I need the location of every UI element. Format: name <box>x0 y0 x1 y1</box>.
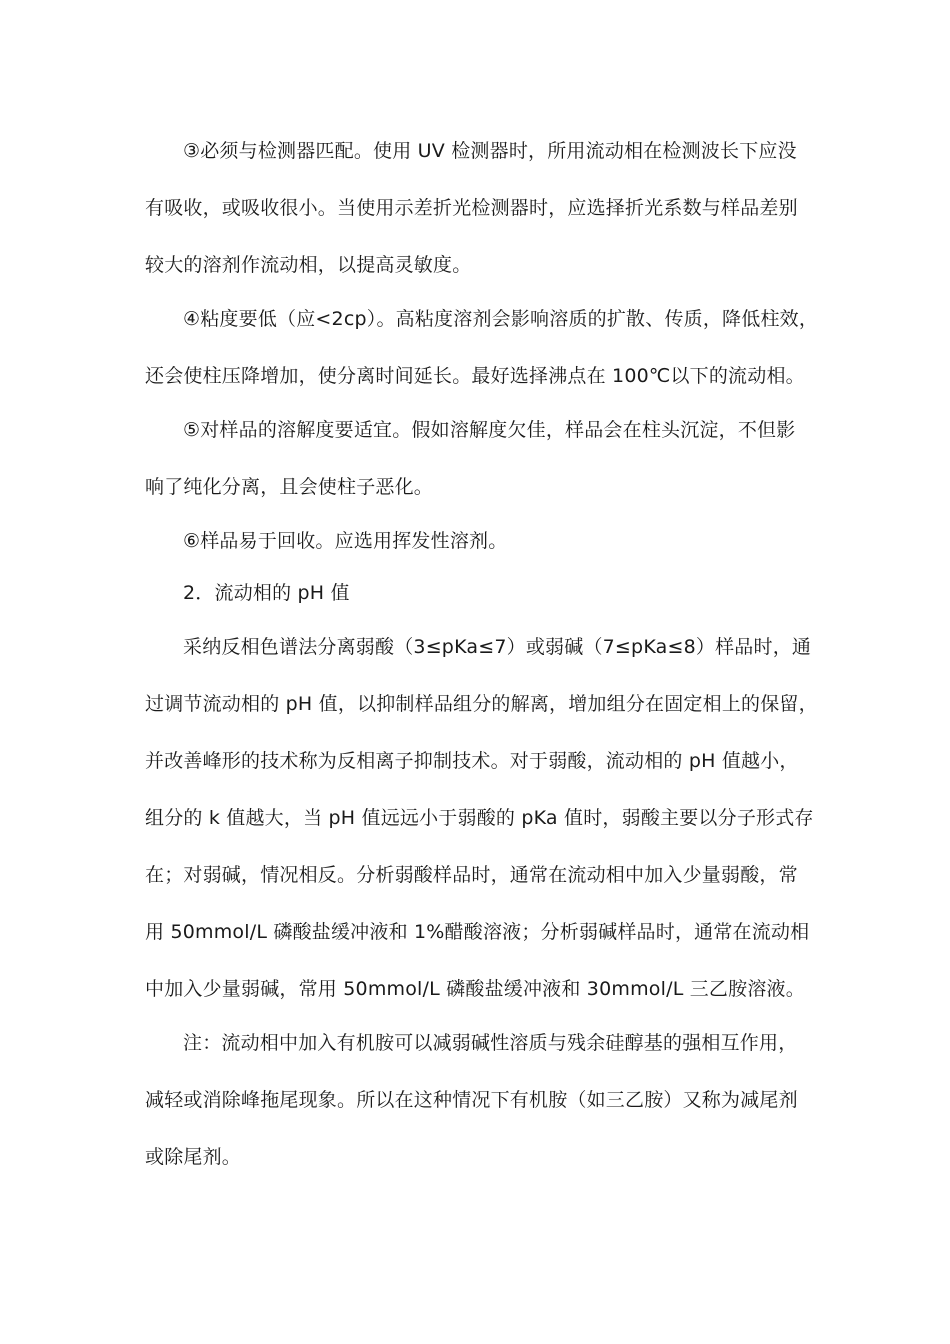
paragraph-ph-line-6: 用 50mmol/L 磷酸盐缓冲液和 1%醋酸溶液；分析弱碱样品时，通常在流动相 <box>145 921 810 943</box>
note-line-2: 减轻或消除峰拖尾现象。所以在这种情况下有机胺（如三乙胺）又称为减尾剂 <box>145 1089 798 1111</box>
section-heading: 2．流动相的 pH 值 <box>183 582 350 604</box>
paragraph-4-line-1: ④粘度要低（应<2cp）。高粘度溶剂会影响溶质的扩散、传质，降低柱效， <box>183 308 819 330</box>
paragraph-ph-line-3: 并改善峰形的技术称为反相离子抑制技术。对于弱酸，流动相的 pH 值越小， <box>145 750 799 772</box>
note-line-3: 或除尾剂。 <box>145 1146 242 1168</box>
paragraph-3-line-2: 有吸收，或吸收很小。当使用示差折光检测器时，应选择折光系数与样品差别 <box>145 197 798 219</box>
paragraph-3-line-3: 较大的溶剂作流动相，以提高灵敏度。 <box>145 254 472 276</box>
paragraph-6-line-1: ⑥样品易于回收。应选用挥发性溶剂。 <box>183 530 508 552</box>
paragraph-ph-line-5: 在；对弱碱，情况相反。分析弱酸样品时，通常在流动相中加入少量弱酸，常 <box>145 864 798 886</box>
paragraph-ph-line-7: 中加入少量弱碱，常用 50mmol/L 磷酸盐缓冲液和 30mmol/L 三乙胺溶液。 <box>145 978 805 1000</box>
paragraph-5-line-1: ⑤对样品的溶解度要适宜。假如溶解度欠佳，样品会在柱头沉淀，不但影 <box>183 419 796 441</box>
note-line-1: 注：流动相中加入有机胺可以减弱碱性溶质与残余硅醇基的强相互作用， <box>183 1032 798 1054</box>
paragraph-5-line-2: 响了纯化分离，且会使柱子恶化。 <box>145 476 434 498</box>
paragraph-4-line-2: 还会使柱压降增加，使分离时间延长。最好选择沸点在 100℃以下的流动相。 <box>145 365 805 387</box>
paragraph-ph-line-2: 过调节流动相的 pH 值，以抑制样品组分的解离，增加组分在固定相上的保留， <box>145 693 818 715</box>
paragraph-ph-line-4: 组分的 k 值越大，当 pH 值远远小于弱酸的 pKa 值时，弱酸主要以分子形式存 <box>145 807 814 829</box>
paragraph-ph-line-1: 采纳反相色谱法分离弱酸（3≤pKa≤7）或弱碱（7≤pKa≤8）样品时，通 <box>183 636 812 658</box>
paragraph-3-line-1: ③必须与检测器匹配。使用 UV 检测器时，所用流动相在检测波长下应没 <box>183 140 797 162</box>
